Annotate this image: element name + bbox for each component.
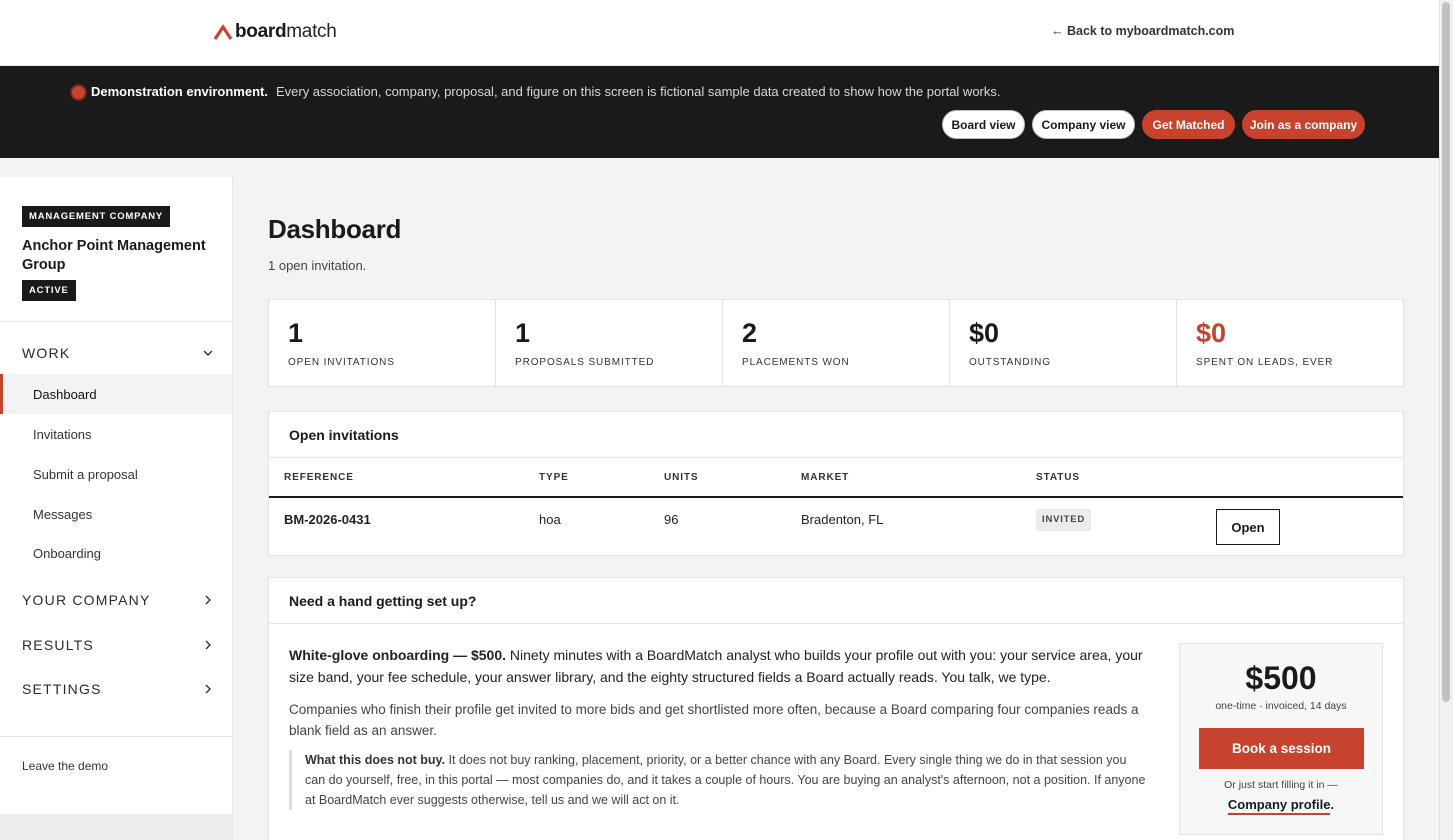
demo-status-dot-icon (72, 86, 85, 99)
note-text: It does not buy ranking, placement, priority, or a better chance with any Board. Every single thing we do in that session you can do yourself, free, in this portal — most companies do, and it takes a couple of hours. You are buying an analyst's afternoon, not a position. If anyone at BoardMatch ever suggests otherwise, tell us and we will act on it. (305, 753, 1146, 807)
demo-banner (0, 66, 1439, 158)
stat-value: $0 (1196, 318, 1227, 348)
board-view-button[interactable]: Board view (942, 110, 1025, 139)
onboarding-paragraph: Companies who finish their profile get invited to more bids and get shortlisted more often, because a Board comparing four companies reads a blank field as an answer. (289, 702, 1139, 738)
column-header-status: STATUS (1036, 472, 1080, 483)
demo-message (91, 84, 1001, 99)
cell-type: hoa (539, 512, 561, 527)
price-terms: one-time · invoiced, 14 days (1215, 700, 1347, 712)
stats-row (268, 299, 1404, 387)
stat-value: $0 (969, 318, 1000, 348)
column-header-reference: REFERENCE (284, 472, 354, 483)
sidebar (0, 177, 233, 840)
onboarding-lead-bold: White-glove onboarding — $500. (289, 647, 507, 663)
company-profile-wrap (1180, 797, 1382, 812)
stat-outstanding (950, 300, 1177, 386)
sidebar-section-results[interactable] (22, 637, 214, 653)
demo-text: Every association, company, proposal, and figure on this screen is fictional sample data created to show how the portal works. (275, 84, 1001, 99)
link-suffix: . (1330, 797, 1335, 812)
price: $500 (1245, 660, 1317, 696)
sidebar-footer (0, 814, 232, 840)
cell-reference: BM-2026-0431 (284, 512, 371, 527)
sidebar-divider (0, 321, 232, 322)
stat-value: 2 (742, 318, 758, 348)
section-label: WORK (22, 345, 71, 361)
open-invitation-button[interactable]: Open (1216, 509, 1280, 545)
stat-value: 1 (515, 318, 531, 348)
logo-text-light: match (286, 21, 337, 42)
join-as-company-button[interactable]: Join as a company (1242, 110, 1365, 139)
card-title: Need a hand getting set up? (269, 578, 1403, 624)
book-session-button[interactable]: Book a session (1199, 728, 1364, 769)
alternative-text: Or just start filling it in — (1224, 779, 1338, 791)
open-invitations-card (268, 411, 1404, 556)
logo-chevron-icon (213, 23, 233, 41)
stat-label: PROPOSALS SUBMITTED (515, 357, 655, 368)
sidebar-section-settings[interactable] (22, 681, 214, 697)
onboarding-lead-text: Ninety minutes with a BoardMatch analyst who builds your profile out with you: your service area, your size band, your fee schedule, your answer library, and the eighty structured fields a Board actually reads. You talk, we type. (289, 647, 1143, 685)
company-profile-link[interactable]: Company profile (1228, 797, 1331, 815)
column-header-type: TYPE (539, 472, 569, 483)
stat-open-invitations (269, 300, 496, 386)
leave-demo-link[interactable]: Leave the demo (22, 759, 109, 773)
price-box (1179, 643, 1383, 835)
scrollbar-thumb[interactable] (1442, 2, 1450, 702)
stat-label: PLACEMENTS WON (742, 357, 850, 368)
sidebar-item-dashboard[interactable]: Dashboard (0, 374, 232, 414)
back-to-site-link[interactable]: ← Back to myboardmatch.com (1051, 24, 1235, 38)
stat-proposals-submitted (496, 300, 723, 386)
chevron-down-icon (202, 347, 214, 359)
status-badge: ACTIVE (22, 280, 76, 301)
company-view-button[interactable]: Company view (1032, 110, 1135, 139)
chevron-right-icon (202, 683, 214, 695)
top-header (0, 0, 1439, 66)
table-header-divider (269, 496, 1403, 498)
stat-label: OPEN INVITATIONS (288, 357, 395, 368)
boardmatch-logo[interactable] (213, 21, 337, 43)
sidebar-item-invitations[interactable]: Invitations (33, 426, 92, 442)
status-badge: INVITED (1036, 509, 1091, 531)
sidebar-section-work[interactable] (22, 345, 214, 361)
card-title: Open invitations (269, 412, 1403, 458)
onboarding-note (289, 750, 1149, 810)
section-label: SETTINGS (22, 681, 102, 697)
sidebar-item-messages[interactable]: Messages (33, 506, 93, 522)
company-type-badge: MANAGEMENT COMPANY (22, 206, 170, 227)
sidebar-item-submit-proposal[interactable]: Submit a proposal (33, 466, 138, 482)
cell-units: 96 (664, 512, 679, 527)
column-header-market: MARKET (801, 472, 850, 483)
chevron-right-icon (202, 639, 214, 651)
section-label: YOUR COMPANY (22, 592, 151, 608)
sidebar-divider (0, 736, 232, 737)
cell-market: Bradenton, FL (801, 512, 884, 527)
get-matched-button[interactable]: Get Matched (1142, 110, 1235, 139)
demo-title: Demonstration environment. (91, 84, 268, 99)
page-subtitle: 1 open invitation. (268, 258, 367, 273)
onboarding-card (268, 577, 1404, 840)
column-header-units: UNITS (664, 472, 699, 483)
onboarding-lead (289, 644, 1149, 688)
stat-label: OUTSTANDING (969, 357, 1051, 368)
stat-label: SPENT ON LEADS, EVER (1196, 357, 1334, 368)
logo-text-bold: board (235, 21, 287, 42)
stat-placements-won (723, 300, 950, 386)
sidebar-section-your-company[interactable] (22, 592, 214, 608)
chevron-right-icon (202, 594, 214, 606)
company-name: Anchor Point Management Group (22, 238, 206, 273)
stat-value: 1 (288, 318, 304, 348)
stat-spent-on-leads (1177, 300, 1403, 386)
sidebar-item-onboarding[interactable]: Onboarding (33, 545, 101, 561)
page-title: Dashboard (268, 214, 402, 244)
note-bold: What this does not buy. (305, 753, 446, 767)
section-label: RESULTS (22, 637, 94, 653)
